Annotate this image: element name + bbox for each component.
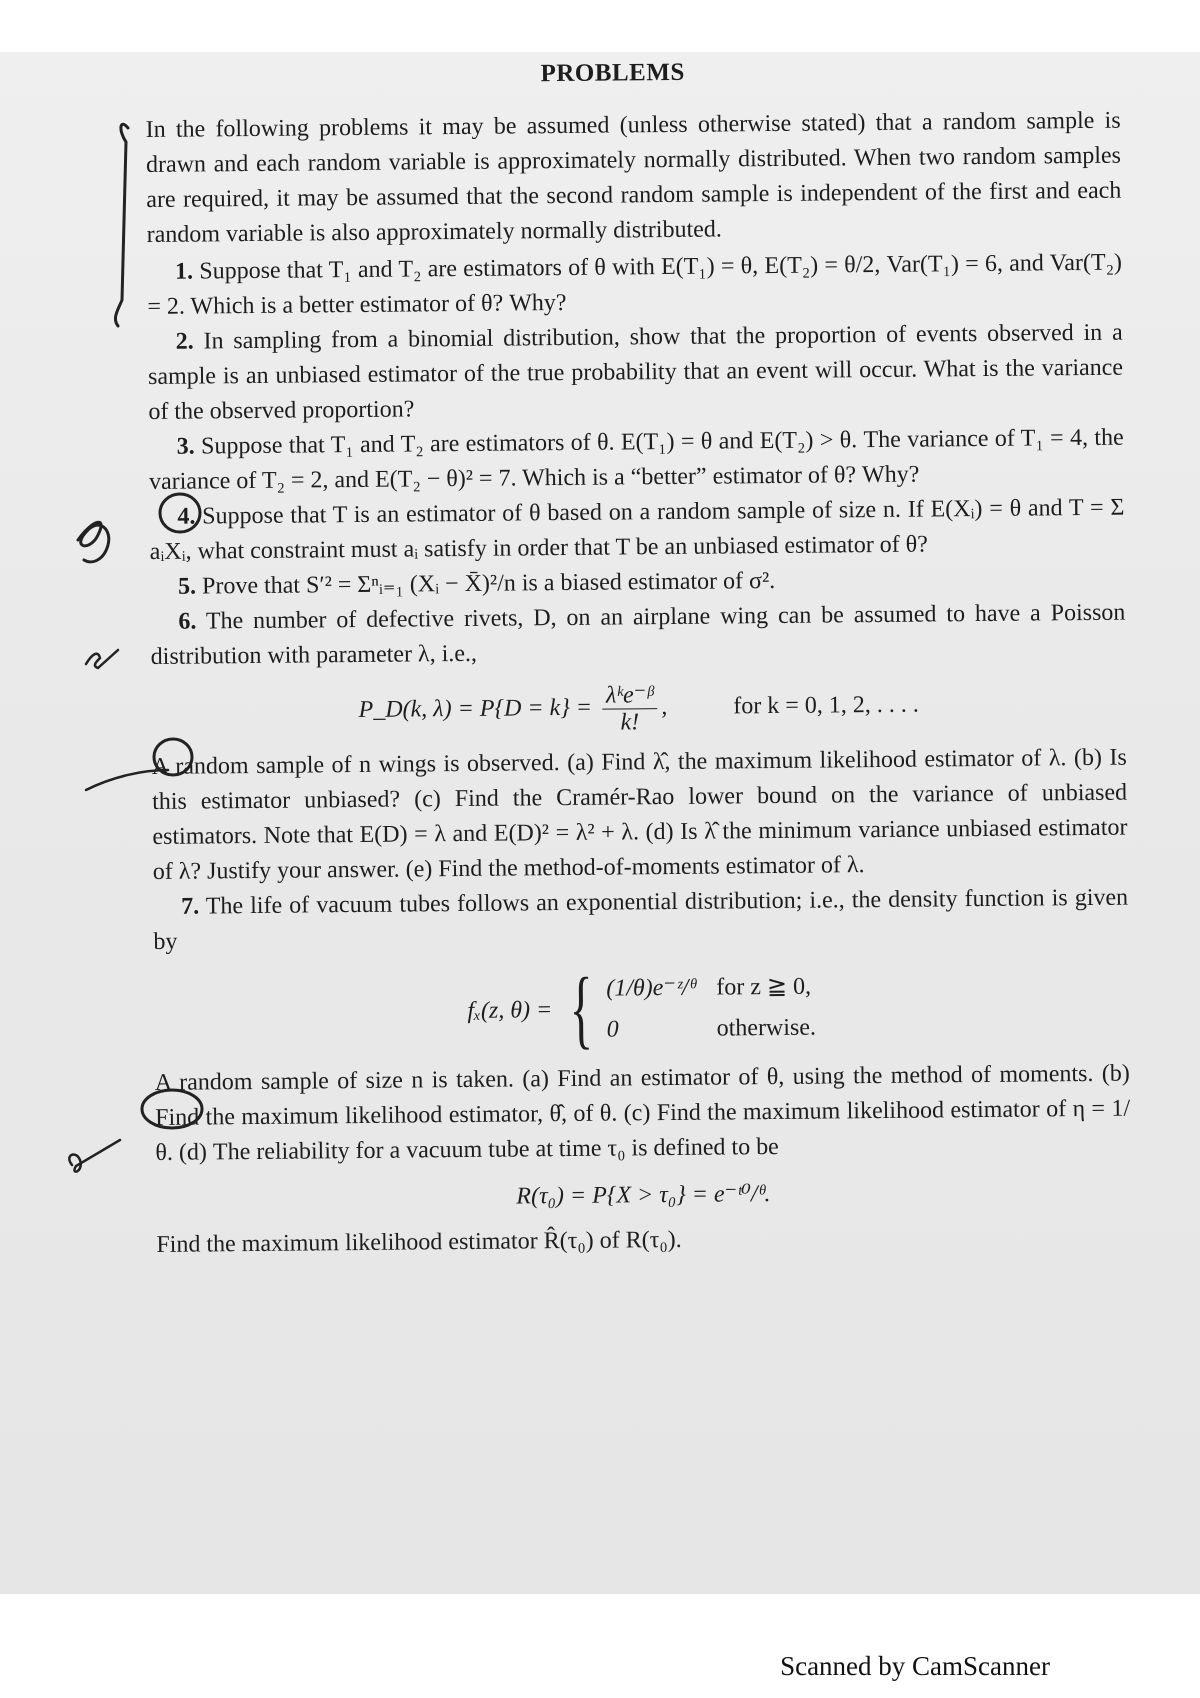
problem-text: In sampling from a binomial distribution, show that the proportion of events observed in a sample is an unbiased estimator of the true probability that an event will occur. What is the variance of the observed proportion?: [147, 319, 1124, 425]
problem-3: [149, 421, 1125, 500]
problem-7-continued: A random sample of size n is taken. (a) Find an estimator of θ, using the method of moments. (b) Find the maximum likelihood estimator, θ̂, of θ. (c) Find the maximum likelihood estimator of η = 1/θ. (d) The reliability for a vacuum tube at time τ₀ is defined to be: [154, 1060, 1131, 1166]
scanner-watermark: Scanned by CamScanner: [780, 1651, 1050, 1681]
reliability-equation: R(τ₀) = P{X > τ₀} = e⁻ᵗ⁰/ᶿ.: [516, 1181, 771, 1210]
intro-paragraph: In the following problems it may be assumed (unless otherwise stated) that a random sample is drawn and each random variable is approximately normally distributed. When two random samples are required, it may be assumed that the second random sample is independent of the first and each random variable is also approximately normally distributed.: [145, 107, 1122, 248]
poisson-equation: [151, 678, 1126, 740]
problem-text: Prove that S′² = Σⁿᵢ₌₁ (Xᵢ − X̄)²/n is a biased estimator of σ².: [201, 567, 776, 600]
problem-text: Suppose that T₁ and T₂ are estimators of θ with E(T₁) = θ, E(T₂) = θ/2, Var(T₁) = 6, and Var(T₂) = 2. Which is a better estimator of θ? Why?: [147, 249, 1123, 320]
fraction-numerator: λᵏe⁻ᵝ: [602, 682, 658, 710]
problem-4: [149, 491, 1125, 570]
problem-number: 2.: [175, 328, 194, 355]
problem-1: [147, 246, 1123, 325]
density-equation: [154, 960, 1130, 1058]
problem-number: 4.: [177, 503, 196, 530]
problem-number: 1.: [174, 258, 194, 285]
problem-7-final: Find the maximum likelihood estimator R̂(τ₀) of R(τ₀).: [156, 1226, 682, 1258]
density-lhs: fₓ(z, θ) =: [467, 996, 553, 1024]
document-body: [145, 51, 1132, 1263]
poisson-lhs: P_D(k, λ) = P{D = k} =: [358, 694, 593, 723]
problem-text: The number of defective rivets, D, on an airplane wing can be assumed to have a Poisson distribution with parameter λ, i.e.,: [150, 599, 1126, 670]
poisson-domain: for k = 0, 1, 2, . . . .: [733, 691, 919, 720]
problem-number: 5.: [177, 573, 197, 600]
density-case-2: 0: [606, 1016, 619, 1043]
density-condition-2: otherwise.: [716, 1014, 817, 1042]
problem-number: 6.: [178, 608, 197, 635]
poisson-comma: ,: [661, 694, 668, 721]
page-title: PROBLEMS: [540, 58, 685, 88]
problem-text: Suppose that T₁ and T₂ are estimators of θ. E(T₁) = θ and E(T₂) > θ. The variance of T₁ = 4, the variance of T₂ = 2, and E(T₂ − θ)² = 7. Which is a “better” estimator of θ? Why?: [148, 424, 1124, 495]
problem-6-continued: A random sample of n wings is observed. (a) Find λ̂, the maximum likelihood estimator of λ. (b) Is this estimator unbiased? (c) Find the Cramér-Rao lower bound on the variance of unbiased estimators. Note that E(D) = λ and E(D)² = λ² + λ. (d) Is λ̂ the minimum variance unbiased estimator of λ? Justify your answer. (e) Find the method-of-moments estimator of λ.: [151, 744, 1128, 885]
problem-6: [150, 596, 1126, 675]
problem-text: The life of vacuum tubes follows an exponential distribution; i.e., the density function is given by: [153, 884, 1129, 955]
density-cases: [606, 970, 816, 1048]
problem-2: [148, 316, 1124, 430]
left-brace: {: [569, 960, 594, 1058]
problem-number: 3.: [176, 433, 195, 460]
fraction-denominator: k!: [620, 709, 640, 736]
problem-text: Suppose that T is an estimator of θ based on a random sample of size n. If E(Xᵢ) = θ and T = Σ aᵢXᵢ, what constraint must aᵢ satisfy in order that T be an unbiased estimator of θ?: [149, 494, 1125, 565]
problem-7: [153, 881, 1129, 960]
problem-number: 7.: [181, 893, 200, 920]
density-case-1: (1/θ)e⁻ᶻ/ᶿ: [606, 974, 696, 1002]
density-condition-1: for z ≧ 0,: [716, 973, 812, 1001]
poisson-fraction: [602, 682, 658, 736]
